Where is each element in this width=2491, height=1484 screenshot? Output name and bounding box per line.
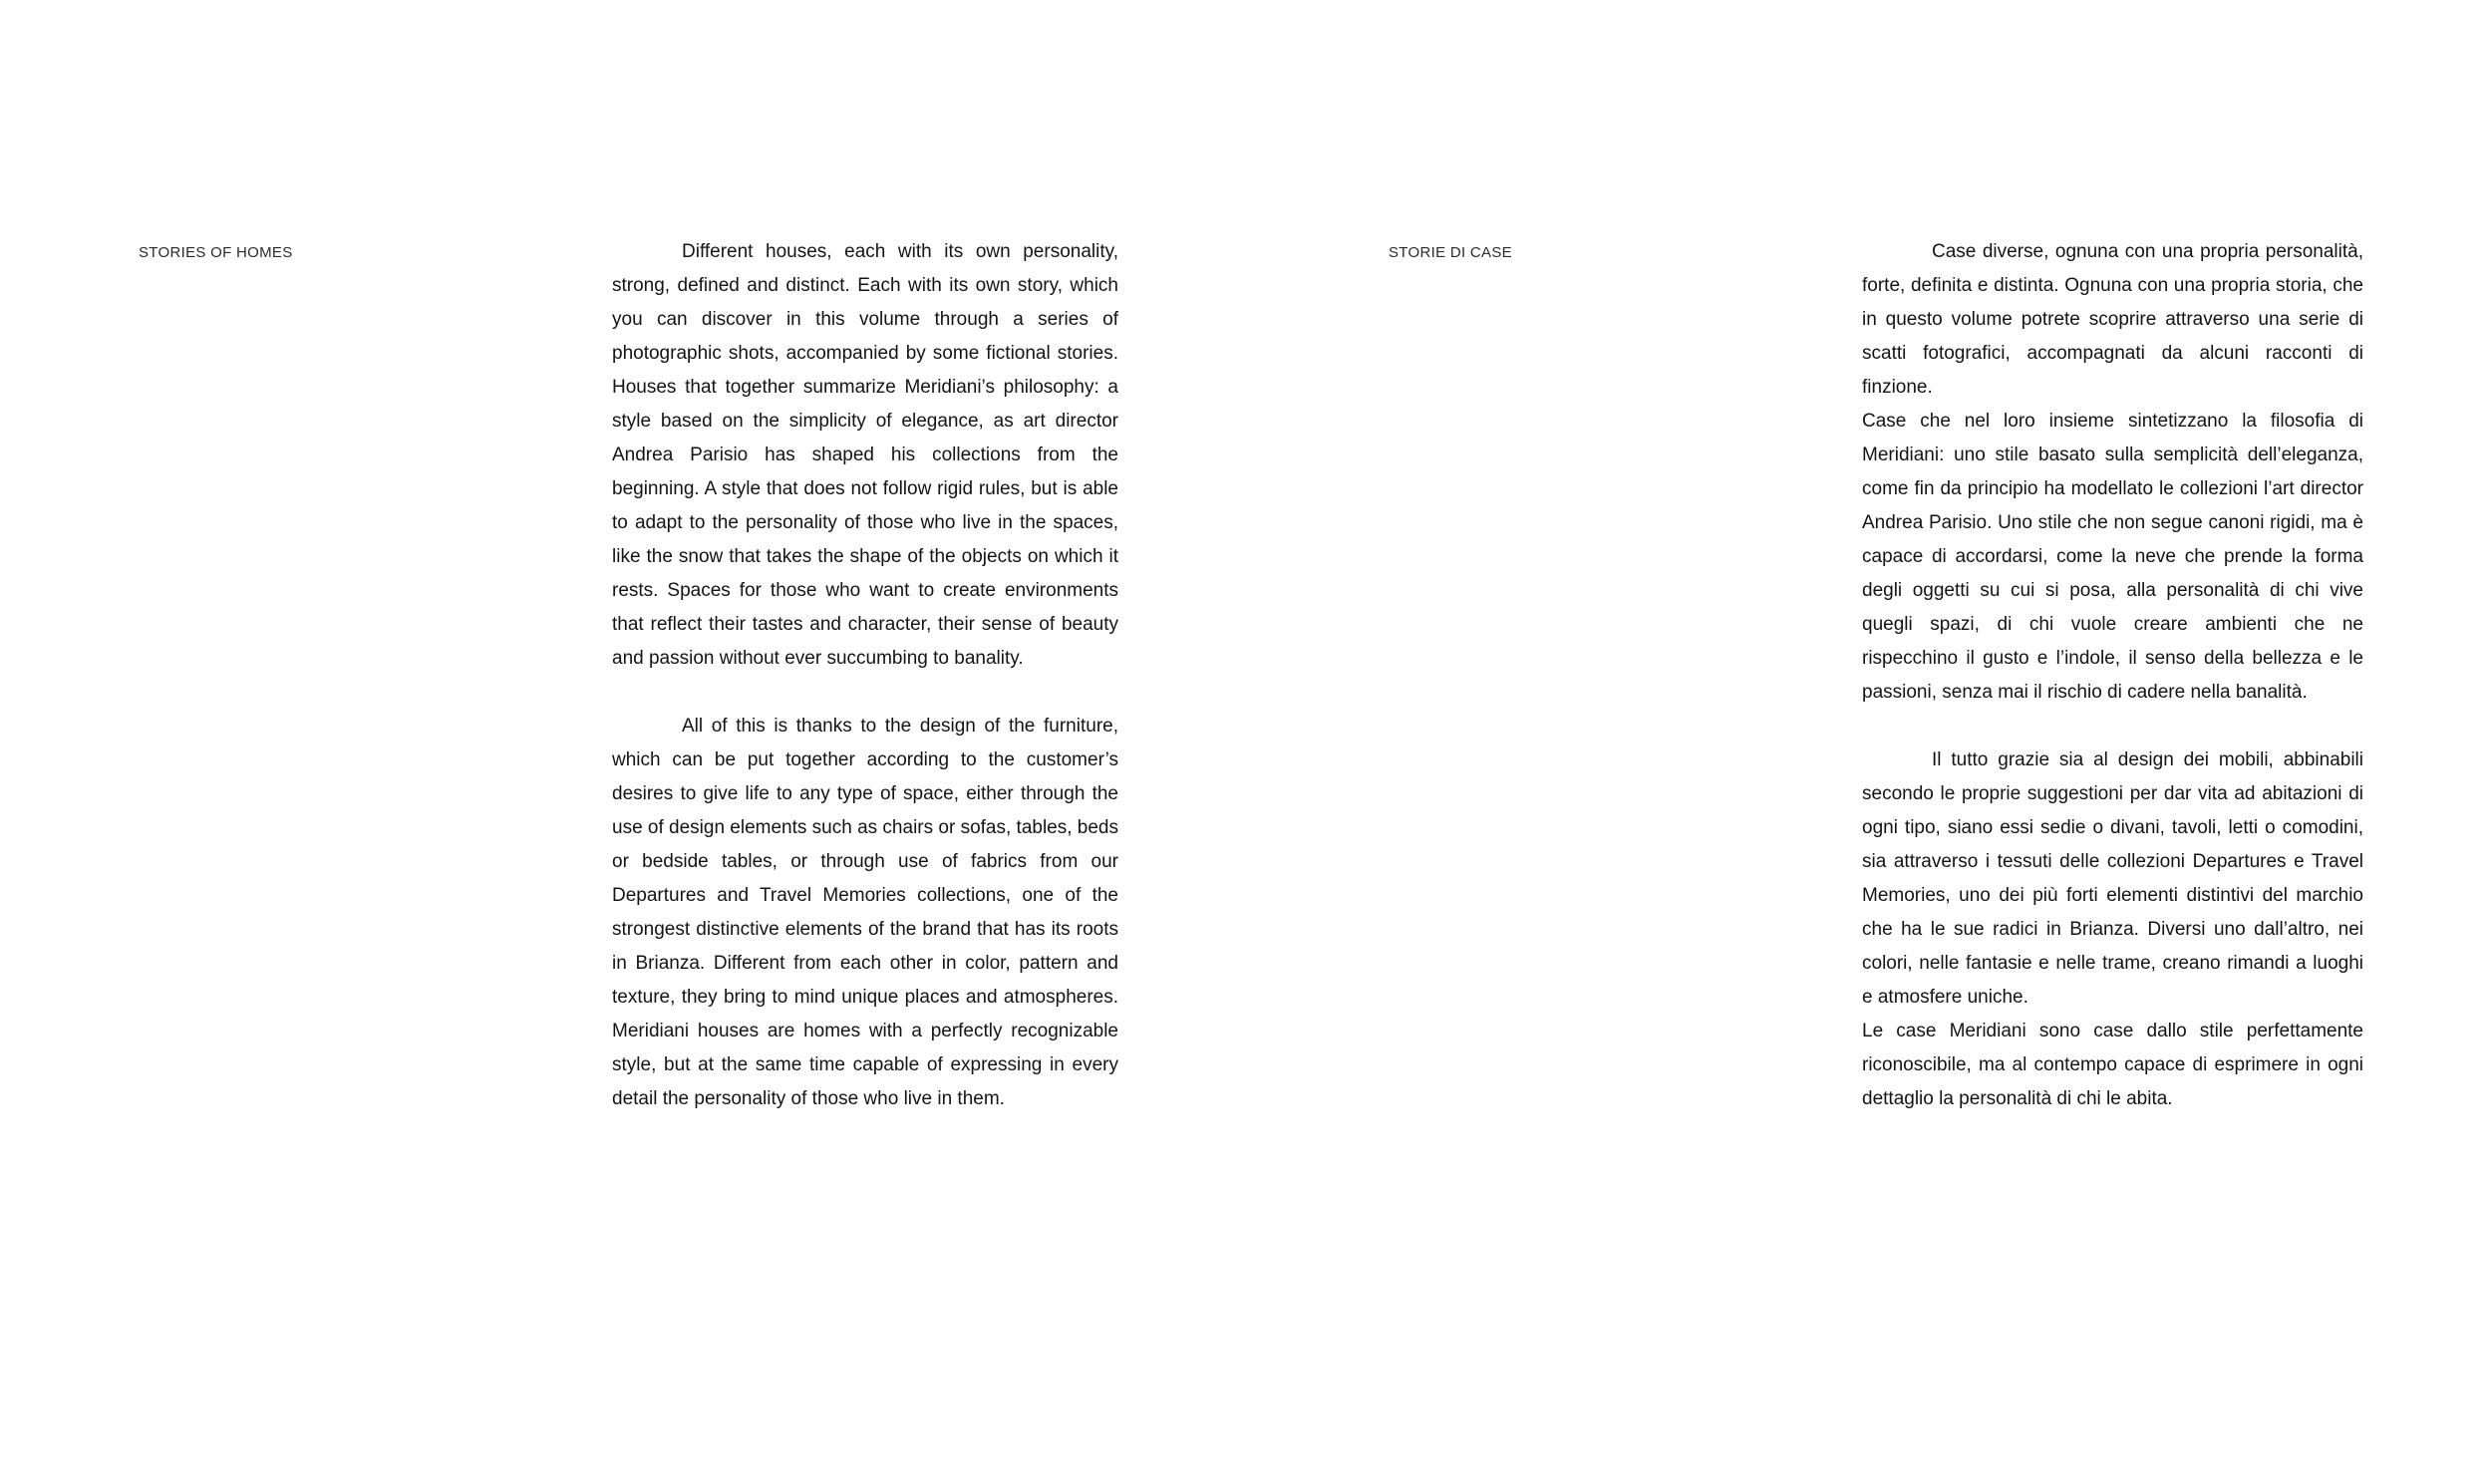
paragraph-it-2: Case che nel loro insieme sintetizzano la filosofia di Meridiani: uno stile basato sulla semplicità dell’eleganza, come fin da principio ha modellato le collezioni l’art director Andrea Parisio. Uno stile che non segue canoni rigidi, ma è capace di accordarsi, come la neve che prende la forma degli oggetti su cui si posa, alla personalità di chi vive quegli spazi, di chi vuole creare ambienti che ne rispecchino il gusto e l’indole, il senso della bellezza e le passioni, senza mai il rischio di cadere nella banalità. bbox=[1862, 411, 2363, 703]
paragraph-it-4: Le case Meridiani sono case dallo stile perfettamente riconoscibile, ma al contempo capace di esprimere in ogni dettaglio la personalità di chi le abita. bbox=[1862, 1021, 2363, 1109]
section-label-english: STORIES OF HOMES bbox=[139, 244, 293, 261]
right-page bbox=[1246, 0, 2491, 1484]
paragraph-en-1: Different houses, each with its own personality, strong, defined and distinct. Each with its own story, which you can discover in this volume through a series of photographic shots, accompanied by some fictional stories. Houses that together summarize Meridiani’s philosophy: a style based on the simplicity of elegance, as art director Andrea Parisio has shaped his collections from the beginning. A style that does not follow rigid rules, but is able to adapt to the personality of those who live in the spaces, like the snow that takes the shape of the objects on which it rests. Spaces for those who want to create environments that reflect their tastes and character, their sense of beauty and passion without ever succumbing to banality. bbox=[612, 241, 1118, 669]
english-text-column bbox=[612, 235, 1118, 1116]
paragraph-it-3: Il tutto grazie sia al design dei mobili, abbinabili secondo le proprie suggestioni per dar vita ad abitazioni di ogni tipo, siano essi sedie o divani, tavoli, letti o comodini, sia attraverso i tessuti delle collezioni Departures e Travel Memories, uno dei più forti elementi distintivi del marchio che ha le sue radici in Brianza. Diversi uno dall’altro, nei colori, nelle fantasie e nelle trame, creano rimandi a luoghi e atmosfere uniche. bbox=[1862, 749, 2363, 1008]
italian-text-column bbox=[1862, 235, 2363, 1116]
paragraph-it-1: Case diverse, ognuna con una propria personalità, forte, definita e distinta. Ognuna con una propria storia, che in questo volume potrete scoprire attraverso una serie di scatti fotografici, accompagnati da alcuni racconti di finzione. bbox=[1862, 241, 2363, 398]
paragraph-en-2: All of this is thanks to the design of the furniture, which can be put together according to the customer’s desires to give life to any type of space, either through the use of design elements such as chairs or sofas, tables, beds or bedside tables, or through use of fabrics from our Departures and Travel Memories collections, one of the strongest distinctive elements of the brand that has its roots in Brianza. Different from each other in color, pattern and texture, they bring to mind unique places and atmospheres. Meridiani houses are homes with a perfectly recognizable style, but at the same time capable of expressing in every detail the personality of those who live in them. bbox=[612, 716, 1118, 1109]
section-label-italian: STORIE DI CASE bbox=[1389, 244, 1512, 261]
left-page bbox=[0, 0, 1245, 1484]
